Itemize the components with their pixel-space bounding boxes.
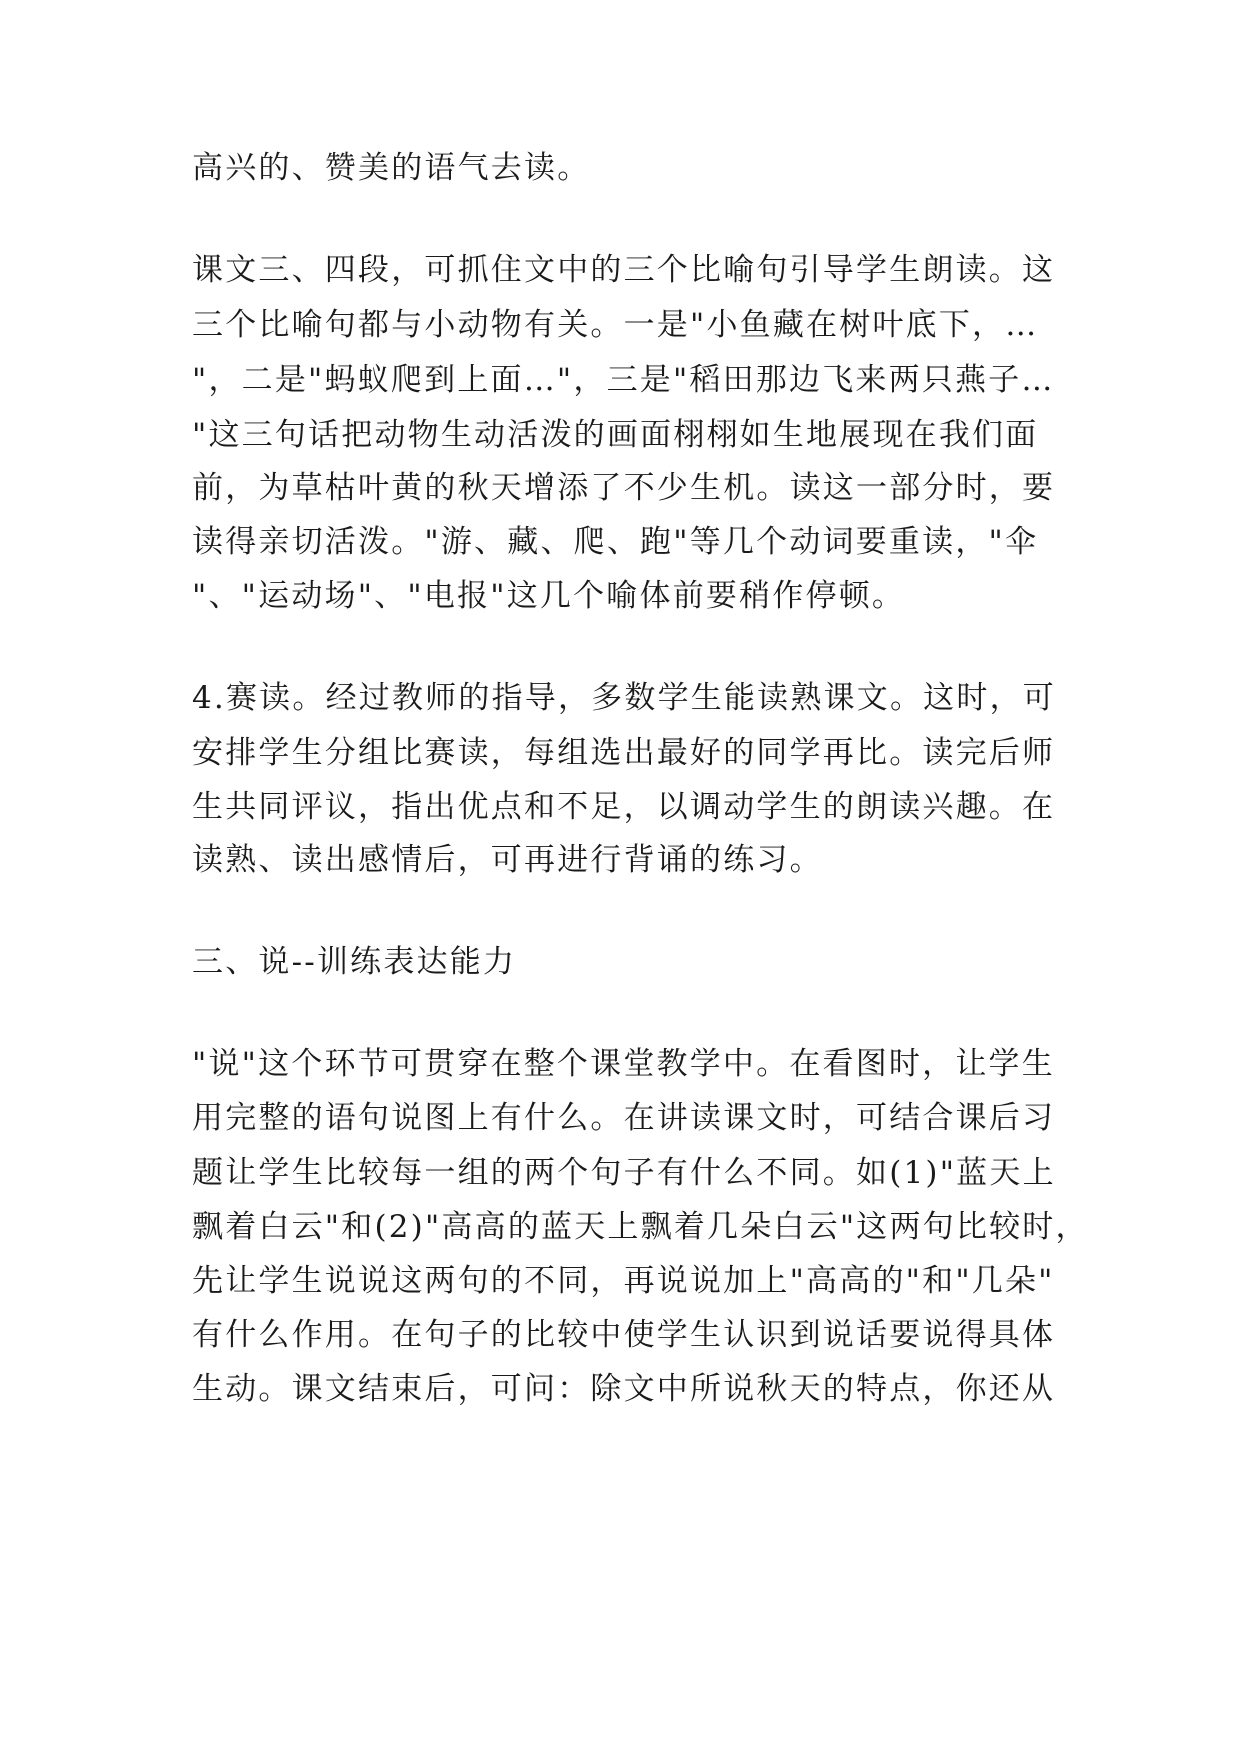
text-line: 生共同评议，指出优点和不足，以调动学生的朗读兴趣。在 (192, 789, 1056, 825)
section-heading: 三、说--训练表达能力 (192, 944, 517, 980)
text-line: "说"这个环节可贯穿在整个课堂教学中。在看图时，让学生 (192, 1046, 1055, 1082)
text-line: "这三句话把动物生动活泼的画面栩栩如生地展现在我们面 (192, 417, 1039, 453)
text-line: 用完整的语句说图上有什么。在讲读课文时，可结合课后习 (192, 1100, 1056, 1136)
text-line: 生动。课文结束后，可问：除文中所说秋天的特点，你还从 (192, 1371, 1056, 1407)
text-line: 课文三、四段，可抓住文中的三个比喻句引导学生朗读。这 (192, 252, 1056, 288)
text-line: 4.赛读。经过教师的指导，多数学生能读熟课文。这时，可 (192, 680, 1056, 716)
text-line: 题让学生比较每一组的两个句子有什么不同。如(1)"蓝天上 (192, 1155, 1056, 1191)
text-line: 安排学生分组比赛读，每组选出最好的同学再比。读完后师 (192, 735, 1056, 771)
text-line: 先让学生说说这两句的不同，再说说加上"高高的"和"几朵" (192, 1263, 1055, 1299)
text-line: 三个比喻句都与小动物有关。一是"小鱼藏在树叶底下，… (192, 307, 1039, 343)
text-line: 有什么作用。在句子的比较中使学生认识到说话要说得具体 (192, 1317, 1056, 1353)
text-line: "、"运动场"、"电报"这几个喻体前要稍作停顿。 (192, 578, 906, 614)
text-line: 高兴的、赞美的语气去读。 (192, 150, 591, 186)
text-line: 前，为草枯叶黄的秋天增添了不少生机。读这一部分时，要 (192, 470, 1056, 506)
text-line: 读熟、读出感情后，可再进行背诵的练习。 (192, 842, 823, 878)
text-line: 飘着白云"和(2)"高高的蓝天上飘着几朵白云"这两句比较时， (192, 1209, 1089, 1245)
text-line: 读得亲切活泼。"游、藏、爬、跑"等几个动词要重读，"伞 (192, 524, 1039, 560)
text-line: "，二是"蚂蚁爬到上面…"，三是"稻田那边飞来两只燕子… (192, 362, 1055, 398)
